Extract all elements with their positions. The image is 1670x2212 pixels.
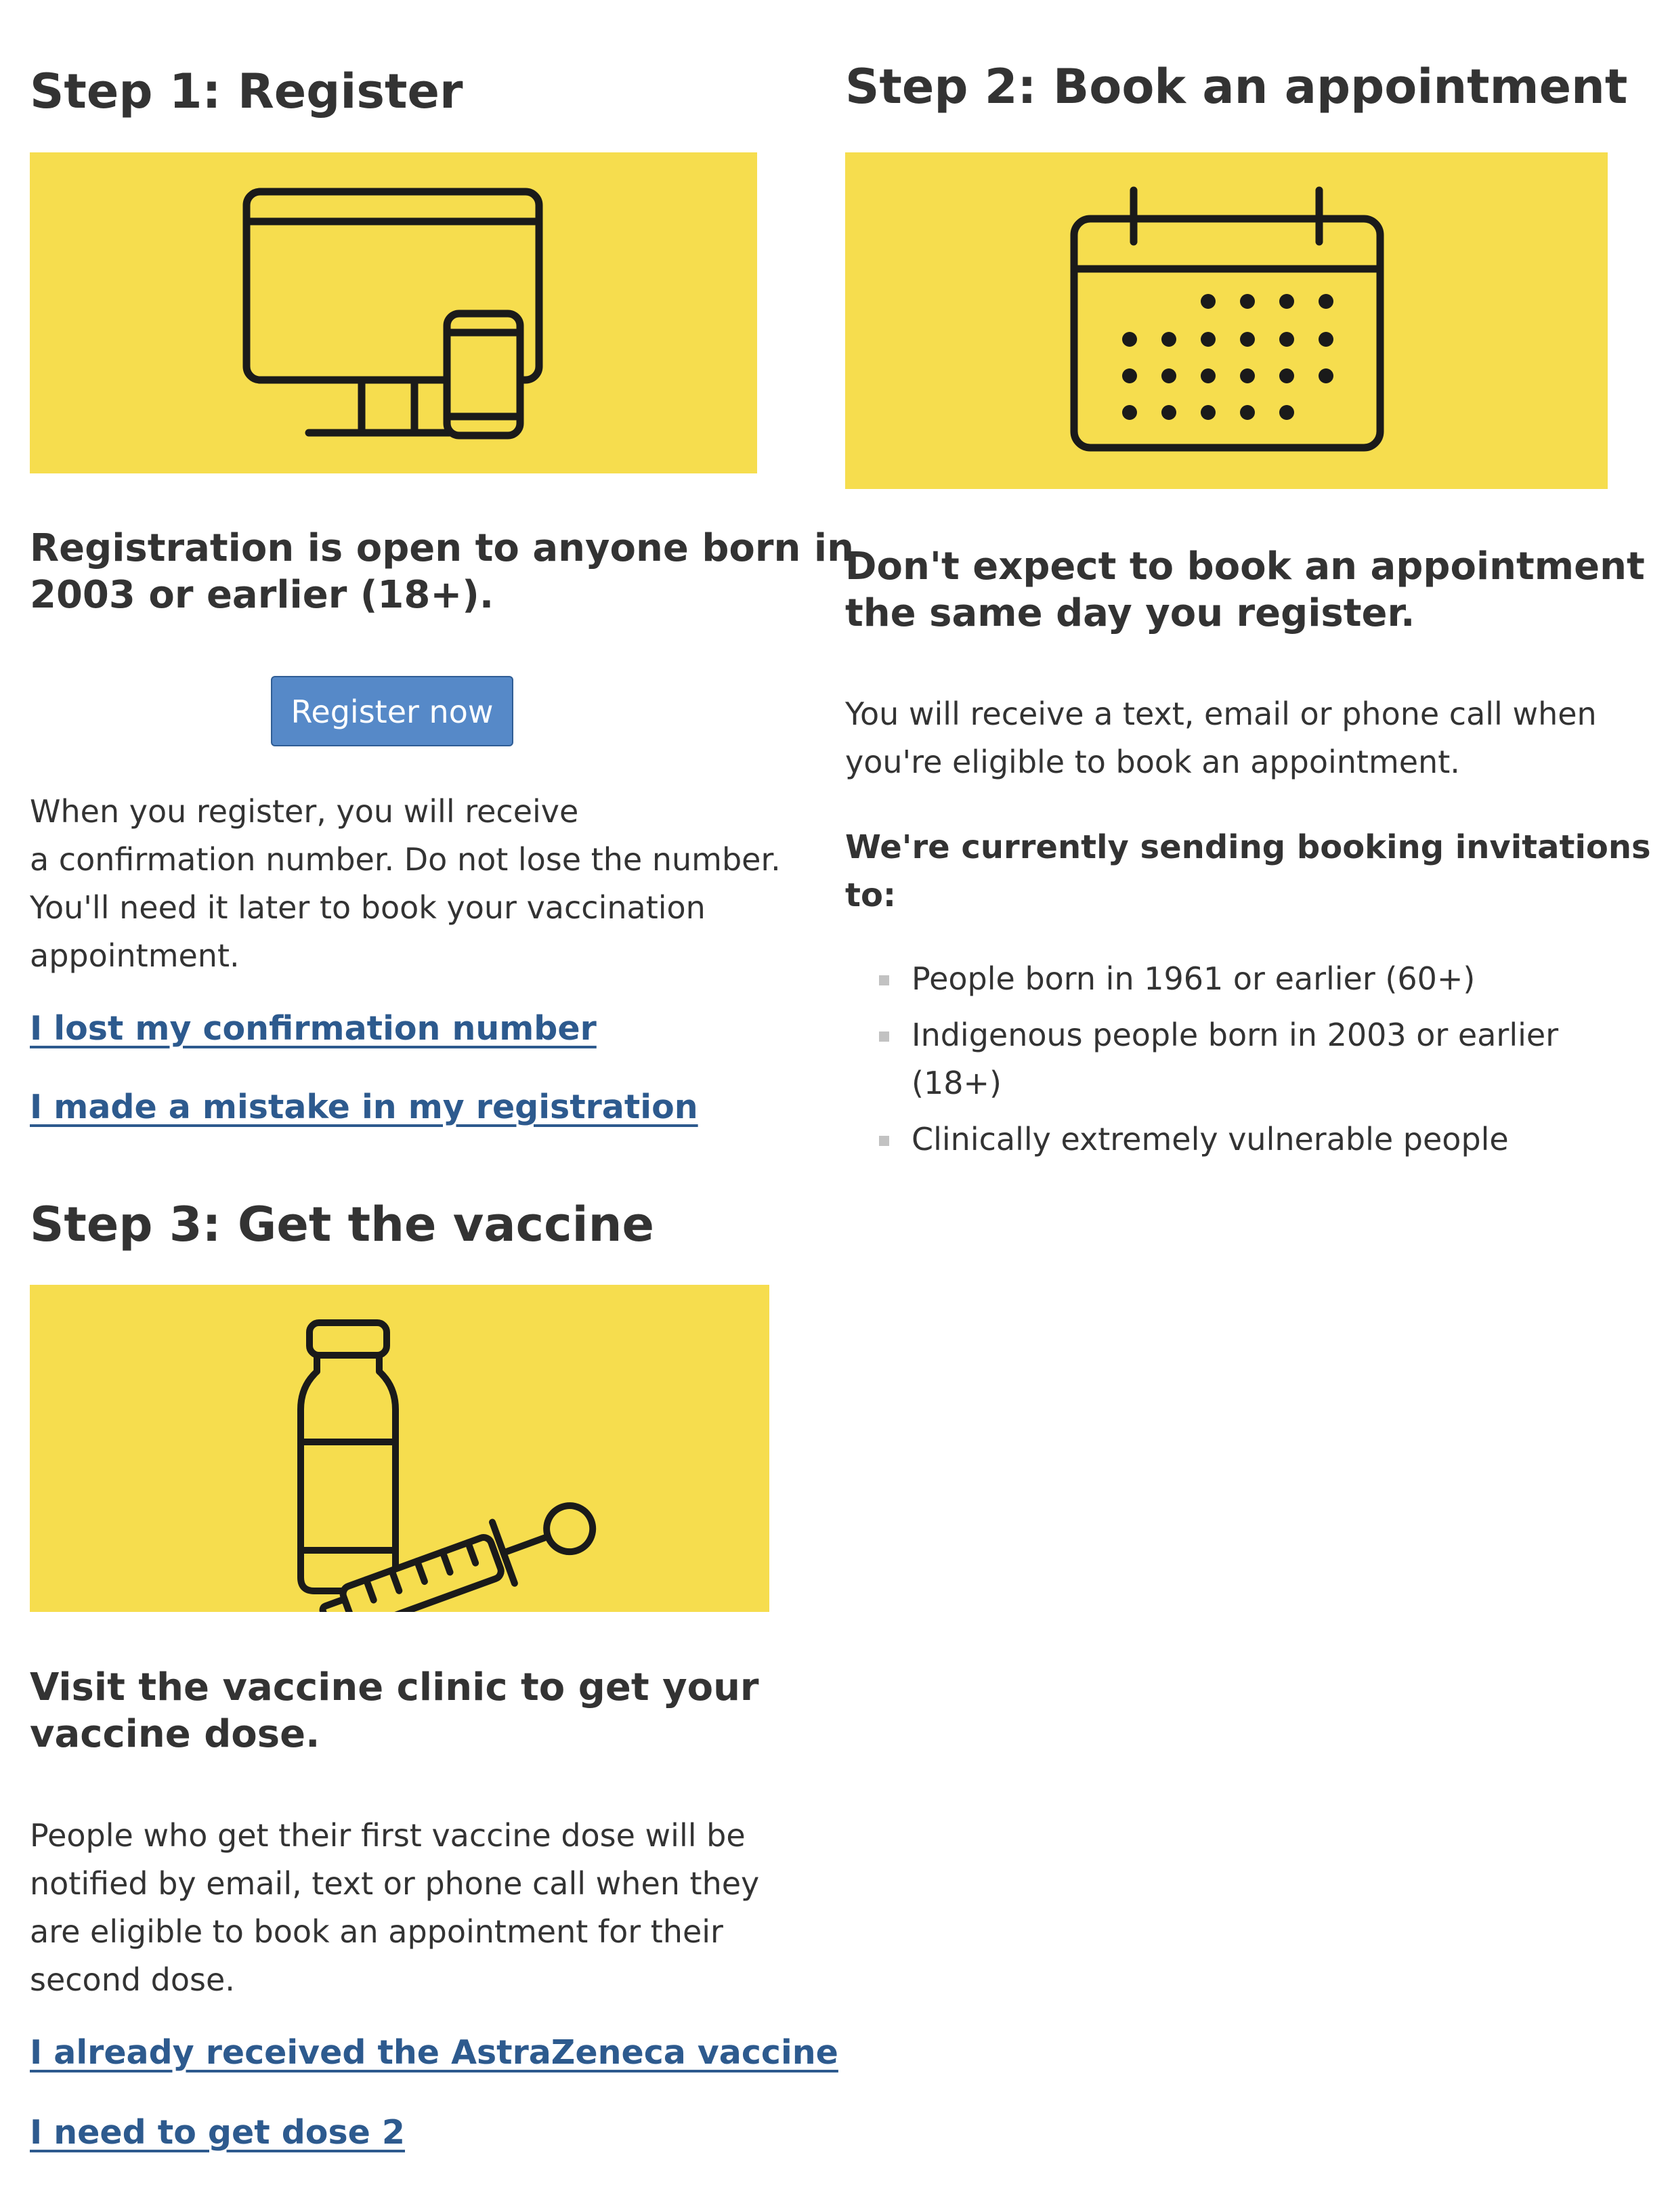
calendar-day-dot (1122, 368, 1137, 383)
step-1-lead-line: 2003 or earlier (18+). (30, 573, 494, 617)
lost-confirmation-number-link[interactable]: I lost my confirmation number (30, 1009, 597, 1048)
list-item (845, 1011, 1624, 1107)
step-2-lead (845, 543, 1645, 637)
step-3-body-line: notified by email, text or phone call when they (30, 1865, 760, 1902)
step-3-lead (30, 1664, 775, 1758)
step-3-lead-line: Visit the vaccine clinic to get your (30, 1665, 759, 1709)
list-item (845, 955, 1624, 1003)
step-3-banner (30, 1285, 769, 1612)
calendar-day-dot (1201, 332, 1216, 347)
calendar-day-dot (1161, 405, 1176, 420)
calendar-day-dot (1240, 368, 1255, 383)
step-2-body-line: you're eligible to book an appointment. (845, 744, 1460, 780)
calendar-day-dot (1240, 332, 1255, 347)
already-received-astrazeneca-link[interactable]: I already received the AstraZeneca vaccine (30, 2033, 838, 2072)
step-3-body-line: People who get their first vaccine dose will be (30, 1817, 746, 1854)
booking-invitations-heading-line: to: (845, 876, 897, 914)
calendar-day-dot (1319, 332, 1333, 347)
booking-invitations-heading-line: We're currently sending booking invitations (845, 828, 1651, 866)
step-2-body-line: You will receive a text, email or phone call when (845, 696, 1597, 732)
step-3-body-line: second dose. (30, 1961, 235, 1998)
need-dose-2-link[interactable]: I need to get dose 2 (30, 2113, 406, 2152)
booking-invitations-heading (845, 824, 1651, 920)
step-2-lead-line: the same day you register. (845, 591, 1415, 635)
booking-invitations-list (845, 955, 1624, 1172)
bullet-square-icon (879, 1136, 889, 1146)
calendar-day-dot (1279, 294, 1294, 309)
list-item-text: Clinically extremely vulnerable people (912, 1121, 1509, 1157)
calendar-day-dot (1201, 294, 1216, 309)
calendar-day-dot (1201, 368, 1216, 383)
calendar-day-dot (1201, 405, 1216, 420)
step-3-title: Step 3: Get the vaccine (30, 1197, 654, 1252)
step-1-title: Step 1: Register (30, 64, 463, 119)
calendar-day-dot (1122, 405, 1137, 420)
step-2-title: Step 2: Book an appointment (845, 59, 1628, 114)
step-2-body (845, 690, 1624, 786)
step-1-banner (30, 152, 757, 473)
list-item-text: People born in 1961 or earlier (60+) (912, 960, 1476, 997)
list-item (845, 1115, 1624, 1164)
bullet-square-icon (879, 1031, 889, 1042)
step-1-lead (30, 525, 854, 618)
register-now-button[interactable]: Register now (271, 676, 513, 746)
calendar-day-dot (1240, 405, 1255, 420)
registration-mistake-link[interactable]: I made a mistake in my registration (30, 1088, 698, 1126)
vaccine-vial-and-syringe-icon (30, 1285, 769, 1612)
step-3-body (30, 1812, 775, 2004)
step-1-body-line: a confirmation number. Do not lose the number. (30, 841, 781, 878)
computer-and-phone-icon (30, 152, 757, 473)
calendar-day-dot (1279, 405, 1294, 420)
bullet-square-icon (879, 975, 889, 985)
calendar-day-dot (1161, 332, 1176, 347)
calendar-day-dot (1161, 368, 1176, 383)
calendar-day-dot (1319, 368, 1333, 383)
calendar-day-dot (1319, 294, 1333, 309)
calendar-day-dot (1279, 368, 1294, 383)
step-3-lead-line: vaccine dose. (30, 1712, 320, 1756)
step-1-body (30, 788, 781, 980)
calendar-day-dot (1279, 332, 1294, 347)
calendar-icon (845, 152, 1608, 489)
step-1-body-line: When you register, you will receive (30, 793, 579, 830)
calendar-day-dot (1122, 332, 1137, 347)
step-3-body-line: are eligible to book an appointment for their (30, 1913, 723, 1950)
list-item-text: (18+) (912, 1065, 1002, 1101)
step-2-banner (845, 152, 1608, 489)
list-item-text: Indigenous people born in 2003 or earlier (912, 1017, 1559, 1053)
step-1-lead-line: Registration is open to anyone born in (30, 526, 854, 570)
step-2-lead-line: Don't expect to book an appointment (845, 545, 1645, 589)
step-1-body-line: You'll need it later to book your vaccination (30, 889, 706, 926)
calendar-day-dot (1240, 294, 1255, 309)
step-1-body-line: appointment. (30, 937, 240, 974)
